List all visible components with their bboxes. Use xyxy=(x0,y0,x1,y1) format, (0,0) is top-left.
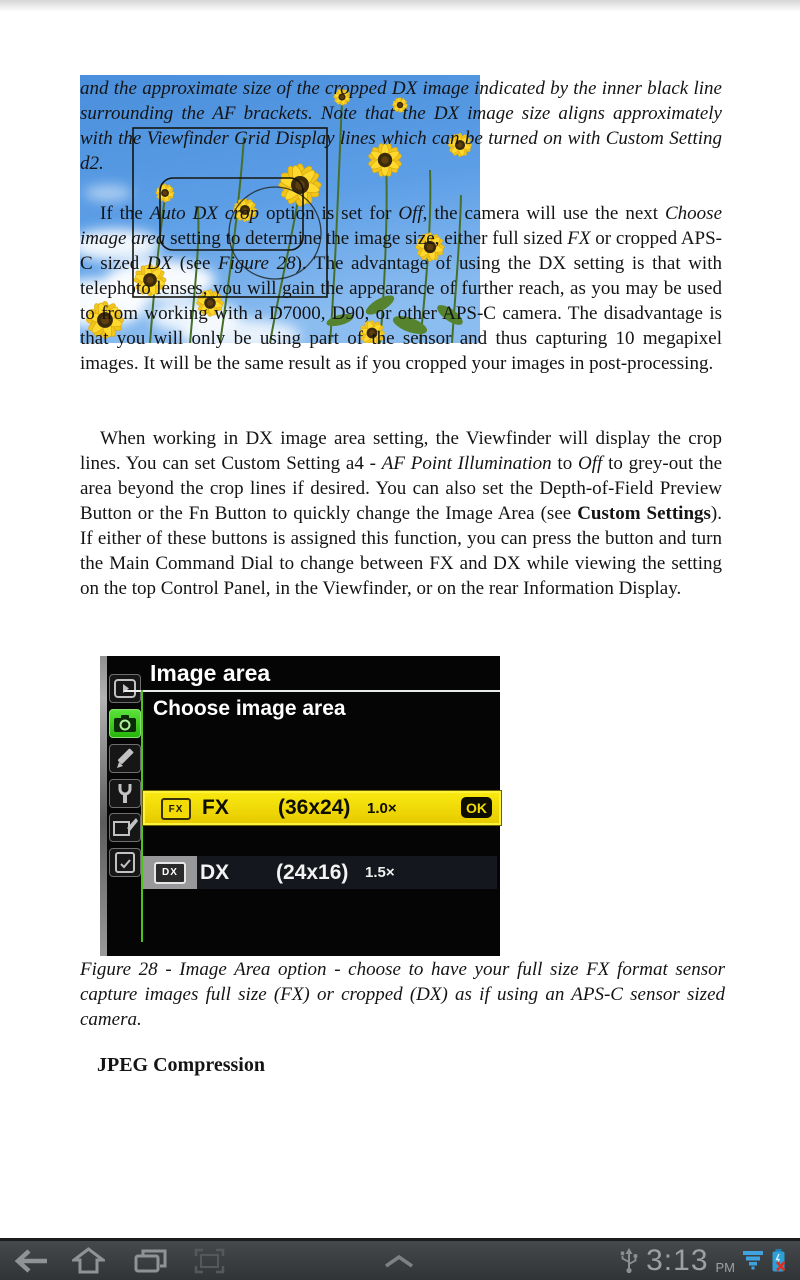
android-navigation-bar xyxy=(0,1238,800,1280)
fx-size: (36x24) xyxy=(278,796,351,819)
back-button[interactable] xyxy=(14,1241,50,1280)
menu-title: Image area xyxy=(150,660,271,686)
figure-caption: Figure 28 - Image Area option - choose to have your full size FX format sensor capture images full size (FX) or cropped (DX) as if using an APS-C sensor sized camera. xyxy=(80,959,725,1030)
menu-option-fx xyxy=(143,791,501,825)
fx-label: FX xyxy=(202,796,229,819)
retouch-menu-icon xyxy=(109,813,141,842)
chevron-up-icon xyxy=(383,1254,415,1268)
dx-size: (24x16) xyxy=(276,860,349,884)
setup-menu-icon xyxy=(109,779,141,808)
screenshot-icon xyxy=(194,1248,225,1274)
clock-meridiem: PM xyxy=(715,1260,735,1275)
ok-button-hint: OK xyxy=(461,797,492,818)
dx-image-area-paragraph: When working in DX image area setting, the Viewfinder will display the crop lines. You can set Custom Setting a4 - AF Point Illumination to Off to grey-out the area beyond the crop lines if desired. You can also set the Depth-of-Field Preview Button or the Fn Button to quickly change the Image Area (see Custom Settings). If either of these buttons is assigned this function, you can press the button and turn the Main Command Dial to change between FX and DX while viewing the setting on the top Control Panel, in the Viewfinder, or on the rear Information Display. xyxy=(80,428,722,599)
fx-crop-factor: 1.0× xyxy=(367,799,397,817)
recent-apps-icon xyxy=(134,1248,167,1274)
menu-divider-line xyxy=(124,690,500,692)
status-area[interactable] xyxy=(619,1241,786,1280)
menu-subtitle: Choose image area xyxy=(153,697,346,720)
continued-paragraph: and the approximate size of the cropped DX image indicated by the inner black line surrounding the AF brackets. Note that the DX image size aligns approximately with the Viewfinder Grid Display lines which can be turned on with Custom Setting d2. xyxy=(80,78,722,174)
battery-error-icon xyxy=(771,1248,786,1273)
dx-label: DX xyxy=(200,860,230,884)
menu-left-strip xyxy=(100,656,107,956)
home-button[interactable] xyxy=(72,1241,105,1280)
dx-crop-factor: 1.5× xyxy=(365,864,395,881)
wifi-signal-icon xyxy=(742,1251,764,1270)
dx-badge-background xyxy=(143,856,197,889)
page-top-shadow xyxy=(0,0,800,12)
home-icon xyxy=(72,1247,105,1274)
screenshot-button[interactable] xyxy=(194,1241,225,1280)
shooting-menu-icon xyxy=(109,709,141,738)
clock-time: 3:13 xyxy=(646,1243,709,1277)
playback-menu-icon xyxy=(109,674,141,703)
section-heading: JPEG Compression xyxy=(97,1054,265,1076)
back-icon xyxy=(14,1248,50,1274)
custom-settings-menu-icon xyxy=(109,744,141,773)
quick-launch-button[interactable] xyxy=(383,1241,415,1280)
menu-option-dx xyxy=(143,856,497,889)
usb-connected-icon xyxy=(619,1247,639,1274)
recent-apps-button[interactable] xyxy=(134,1241,167,1280)
auto-dx-crop-paragraph: If the Auto DX crop option is set for Off, the camera will use the next Choose image area setting to determine the image size, either full sized FX or cropped APS-C sized DX (see Figure 28). The advantage of using the DX setting is that with telephoto lenses, you will gain the appearance of further reach, as you may be used to from working with a D7000, D90, or other APS-C camera. The disadvantage is that you will only be using part of the sensor and thus capturing 10 megapixel images. It will be the same result as if you cropped your images in post-processing. xyxy=(80,203,723,374)
camera-menu-screenshot xyxy=(100,656,500,956)
dx-format-icon: DX xyxy=(154,862,186,884)
fx-format-icon: FX xyxy=(161,798,191,820)
recent-settings-menu-icon xyxy=(109,848,141,877)
